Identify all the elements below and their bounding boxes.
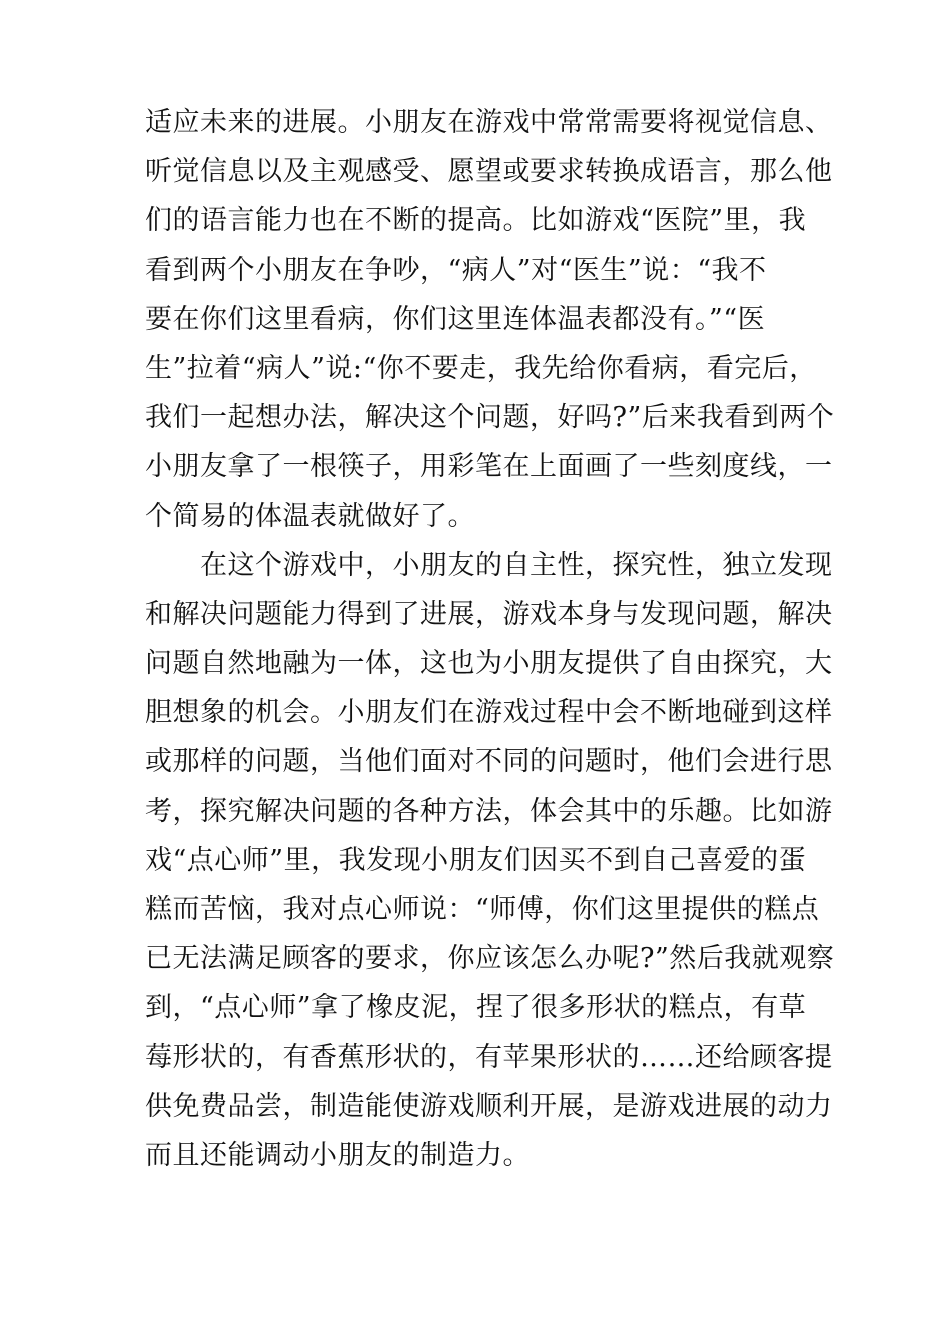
text-line: 而且还能调动小朋友的制造力。 [145, 1139, 530, 1171]
text-line: 生”拉着“病人”说:“你不要走，我先给你看病，看完后， [145, 352, 817, 384]
text-line: 莓形状的，有香蕉形状的，有苹果形状的……还给顾客提 [145, 1041, 833, 1073]
text-line: 看到两个小朋友在争吵，“病人”对“医生”说：“我不 [145, 254, 767, 286]
text-line: 要在你们这里看病，你们这里连体温表都没有。”“医 [145, 303, 766, 335]
text-line: 小朋友拿了一根筷子，用彩笔在上面画了一些刻度线，一 [145, 451, 833, 483]
text-line: 问题自然地融为一体，这也为小朋友提供了自由探究，大 [145, 648, 833, 680]
text-line: 已无法满足顾客的要求，你应该怎么办呢?”然后我就观察 [145, 943, 835, 975]
text-line: 考，探究解决问题的各种方法，体会其中的乐趣。比如游 [145, 795, 833, 827]
text-line: 和解决问题能力得到了进展，游戏本身与发现问题，解决 [145, 598, 833, 630]
text-line: 听觉信息以及主观感受、愿望或要求转换成语言，那么他 [145, 156, 833, 188]
text-line: 个简易的体温表就做好了。 [145, 500, 475, 532]
text-line: 适应未来的进展。小朋友在游戏中常常需要将视觉信息、 [145, 107, 833, 138]
text-line: 们的语言能力也在不断的提高。比如游戏“医院”里，我 [145, 205, 807, 237]
text-line: 在这个游戏中，小朋友的自主性，探究性，独立发现 [145, 549, 833, 581]
text-line: 供免费品尝，制造能使游戏顺利开展，是游戏进展的动力 [145, 1090, 833, 1122]
text-line: 到，“点心师”拿了橡皮泥，捏了很多形状的糕点，有草 [145, 992, 807, 1024]
text-line: 糕而苦恼，我对点心师说：“师傅，你们这里提供的糕点 [145, 894, 820, 925]
text-line: 或那样的问题，当他们面对不同的问题时，他们会进行思 [145, 746, 833, 778]
body-text [145, 98, 835, 1180]
text-line: 我们一起想办法，解决这个问题，好吗?”后来我看到两个 [145, 402, 835, 434]
text-line: 戏“点心师”里，我发现小朋友们因买不到自己喜爱的蛋 [145, 844, 807, 876]
text-line: 胆想象的机会。小朋友们在游戏过程中会不断地碰到这样 [145, 697, 833, 729]
